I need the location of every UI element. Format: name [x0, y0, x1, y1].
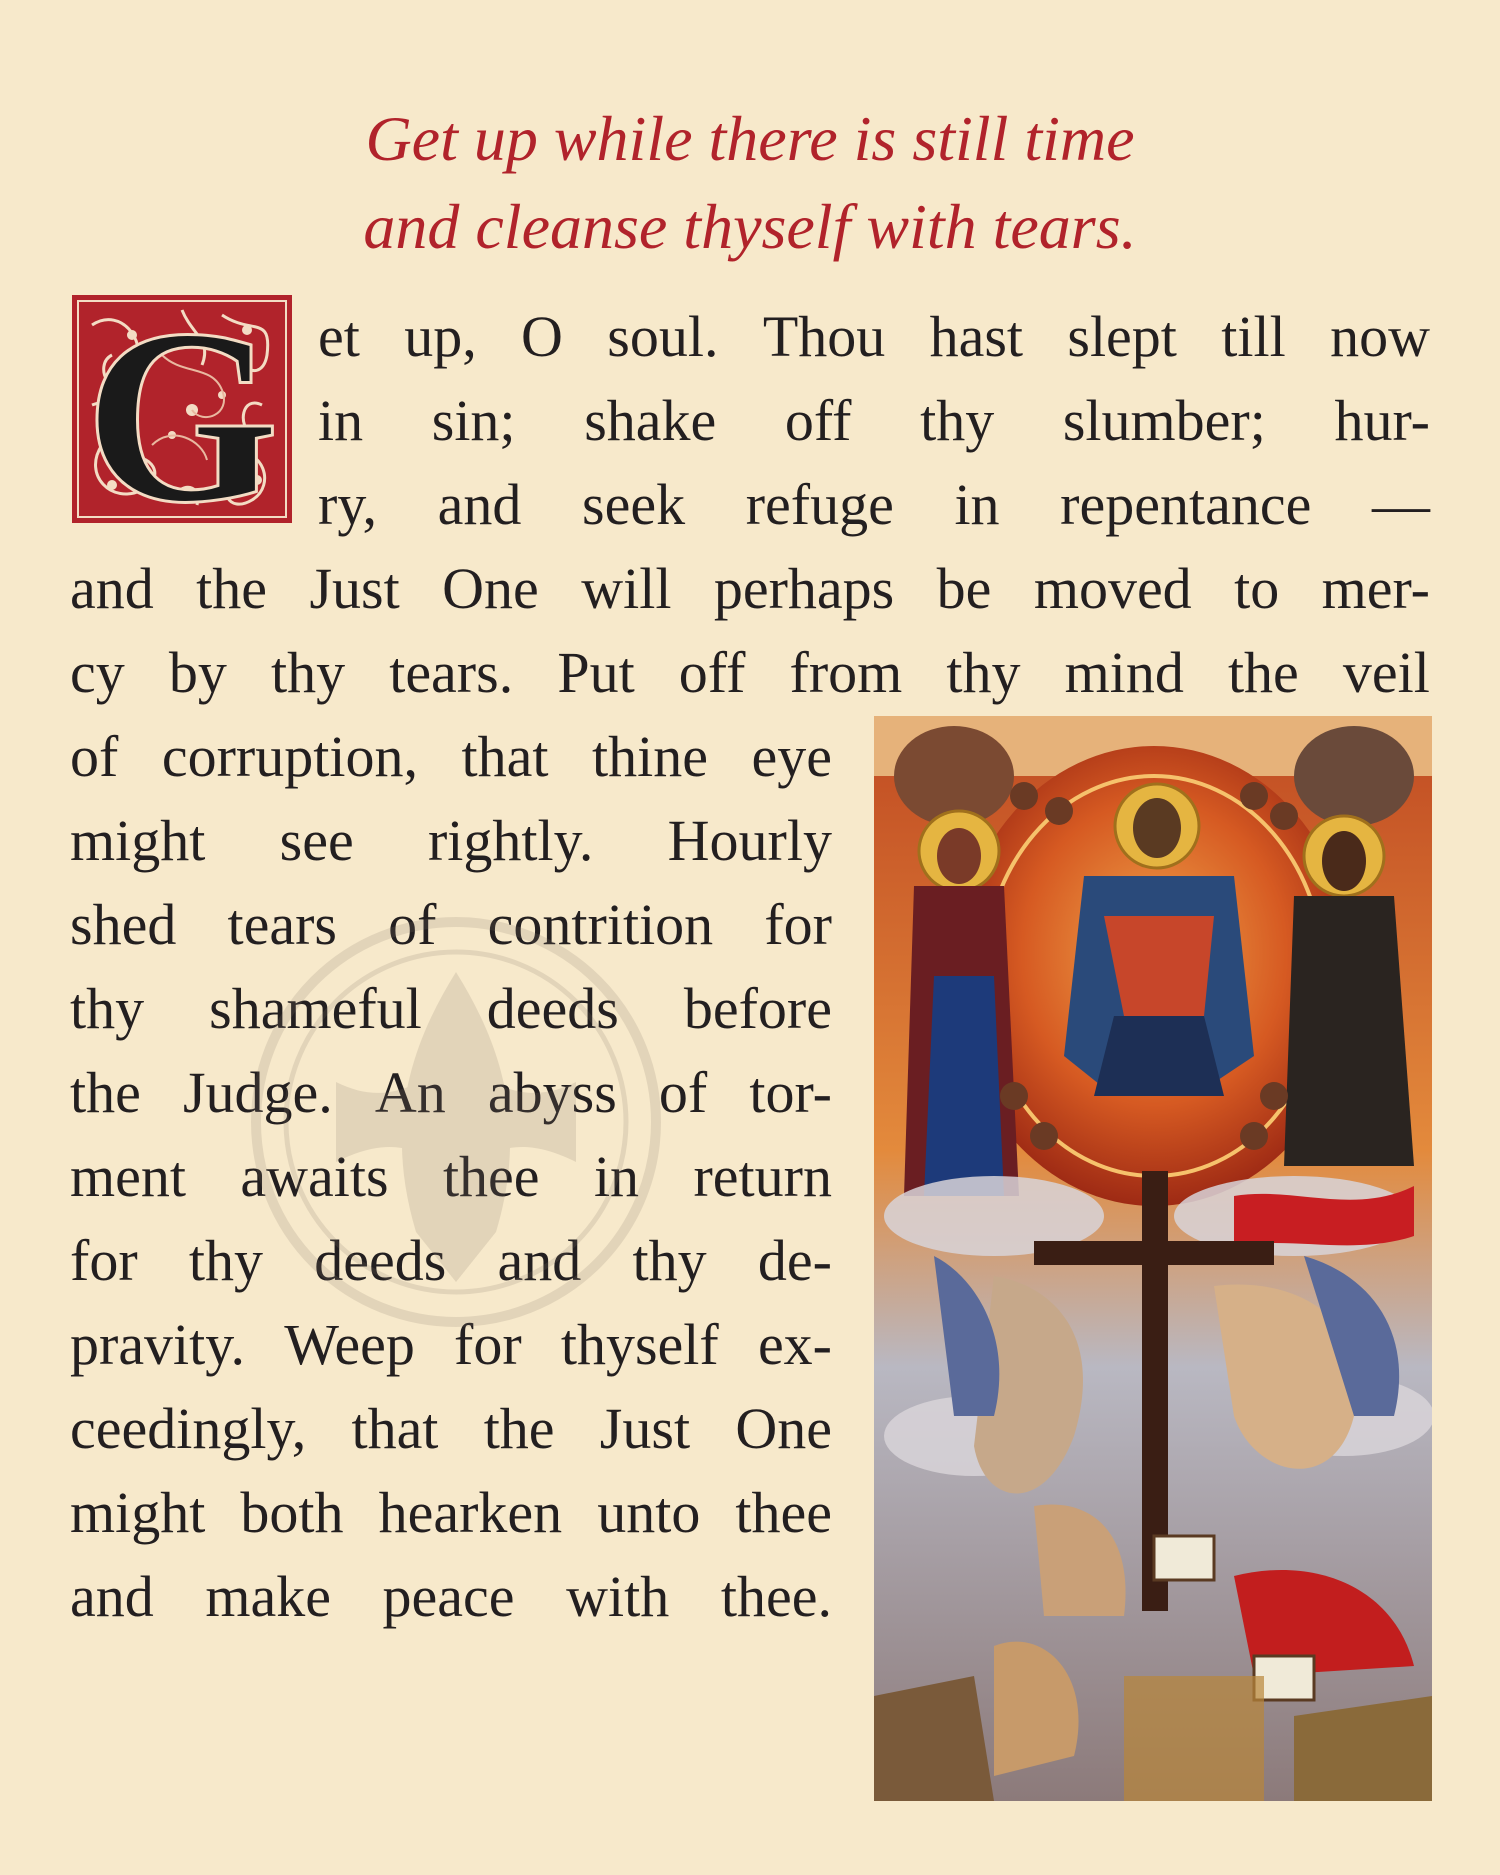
word: tor-: [749, 1060, 832, 1125]
word: off: [784, 388, 852, 453]
word: of: [658, 1060, 708, 1125]
word: the: [70, 1060, 141, 1125]
word: Judge.: [182, 1060, 333, 1125]
word: both: [240, 1480, 344, 1545]
word: from: [789, 640, 903, 705]
word: unto: [597, 1480, 701, 1545]
text-line: [318, 463, 1430, 547]
text-line: [318, 379, 1430, 463]
text-line: [70, 883, 832, 967]
word: that: [461, 724, 549, 789]
text-line: [318, 295, 1430, 379]
word: hast: [929, 304, 1024, 369]
drop-cap-ornament: [72, 295, 292, 523]
text-line: [70, 1135, 832, 1219]
word: return: [693, 1144, 832, 1209]
text-line: [70, 631, 1430, 715]
text-line: [70, 1555, 832, 1639]
word: thy: [188, 1228, 263, 1293]
word: contrition: [487, 892, 714, 957]
word: Weep: [284, 1312, 415, 1377]
word: O: [521, 304, 563, 369]
word: thy: [946, 640, 1021, 705]
word: hur-: [1334, 388, 1430, 453]
word: thee: [735, 1480, 832, 1545]
word: Just: [309, 556, 400, 621]
word: that: [351, 1396, 439, 1461]
word: —: [1371, 472, 1430, 537]
word: hearken: [378, 1480, 563, 1545]
word: be: [936, 556, 992, 621]
word: seek: [582, 472, 686, 537]
word: off: [678, 640, 746, 705]
last-judgment-icon-image: [874, 716, 1432, 1801]
word: and: [70, 556, 154, 621]
word: cy: [70, 640, 125, 705]
text-line: [70, 1051, 832, 1135]
word: thee: [442, 1144, 540, 1209]
word: and: [497, 1228, 582, 1293]
word: of: [70, 724, 119, 789]
text-line: [70, 715, 832, 799]
word: the: [1227, 640, 1299, 705]
word: for: [70, 1228, 138, 1293]
word: tears.: [389, 640, 514, 705]
word: make: [205, 1564, 331, 1629]
word: might: [70, 808, 206, 873]
word: the: [196, 556, 268, 621]
word: before: [683, 976, 832, 1041]
word: Hourly: [667, 808, 832, 873]
title-line-2: and cleanse thyself with tears.: [363, 191, 1137, 262]
paragraph-narrow: [70, 715, 832, 1639]
word: ex-: [757, 1312, 832, 1377]
word: of: [388, 892, 437, 957]
text-line: [70, 1303, 832, 1387]
word: till: [1221, 304, 1286, 369]
word: corruption,: [161, 724, 418, 789]
word: slept: [1067, 304, 1177, 369]
word: slumber;: [1062, 388, 1266, 453]
word: the: [483, 1396, 555, 1461]
word: deeds: [314, 1228, 447, 1293]
text-line: [70, 967, 832, 1051]
text-line: [70, 1387, 832, 1471]
word: thy: [920, 388, 995, 453]
word: in: [318, 388, 364, 453]
word: Thou: [762, 304, 886, 369]
word: de-: [757, 1228, 832, 1293]
word: now: [1330, 304, 1430, 369]
word: shameful: [209, 976, 422, 1041]
word: thy: [70, 976, 145, 1041]
word: peace: [382, 1564, 515, 1629]
word: perhaps: [713, 556, 895, 621]
word: repentance: [1060, 472, 1312, 537]
word: ment: [70, 1144, 186, 1209]
word: might: [70, 1480, 206, 1545]
word: rightly.: [427, 808, 594, 873]
icon-painting: [874, 716, 1432, 1801]
word: et: [318, 304, 360, 369]
word: and: [437, 472, 522, 537]
word: in: [954, 472, 1000, 537]
word: will: [581, 556, 672, 621]
word: ry,: [318, 472, 378, 537]
word: and: [70, 1564, 154, 1629]
word: shed: [70, 892, 177, 957]
word: refuge: [745, 472, 894, 537]
word: mind: [1064, 640, 1184, 705]
word: One: [442, 556, 539, 621]
title-line-1: Get up while there is still time: [365, 103, 1135, 174]
word: veil: [1342, 640, 1430, 705]
word: with: [566, 1564, 670, 1629]
word: sin;: [431, 388, 516, 453]
text-line: [70, 547, 1430, 631]
word: mer-: [1321, 556, 1430, 621]
word: see: [279, 808, 354, 873]
word: thee.: [720, 1564, 832, 1629]
word: by: [168, 640, 227, 705]
word: thy: [632, 1228, 707, 1293]
word: thyself: [560, 1312, 719, 1377]
paragraph-wide: [70, 547, 1430, 715]
word: awaits: [240, 1144, 389, 1209]
word: moved: [1033, 556, 1192, 621]
drop-cap-letter: G: [84, 295, 280, 523]
word: to: [1234, 556, 1280, 621]
text-line: [70, 799, 832, 883]
word: ceedingly,: [70, 1396, 307, 1461]
word: One: [735, 1396, 832, 1461]
word: deeds: [486, 976, 619, 1041]
word: thine: [591, 724, 708, 789]
word: soul.: [607, 304, 719, 369]
word: eye: [751, 724, 832, 789]
word: tears: [227, 892, 337, 957]
word: thy: [270, 640, 346, 705]
word: shake: [584, 388, 717, 453]
word: in: [593, 1144, 640, 1209]
page-title: [0, 95, 1500, 271]
word: for: [764, 892, 832, 957]
word: pravity.: [70, 1312, 246, 1377]
word: up,: [404, 304, 477, 369]
drop-cap: [72, 295, 292, 523]
word: Just: [599, 1396, 691, 1461]
text-line: [70, 1471, 832, 1555]
word: for: [454, 1312, 522, 1377]
word: abyss: [487, 1060, 617, 1125]
text-line: [70, 1219, 832, 1303]
word: Put: [557, 640, 635, 705]
paragraph-top: [318, 295, 1430, 547]
word: An: [374, 1060, 446, 1125]
